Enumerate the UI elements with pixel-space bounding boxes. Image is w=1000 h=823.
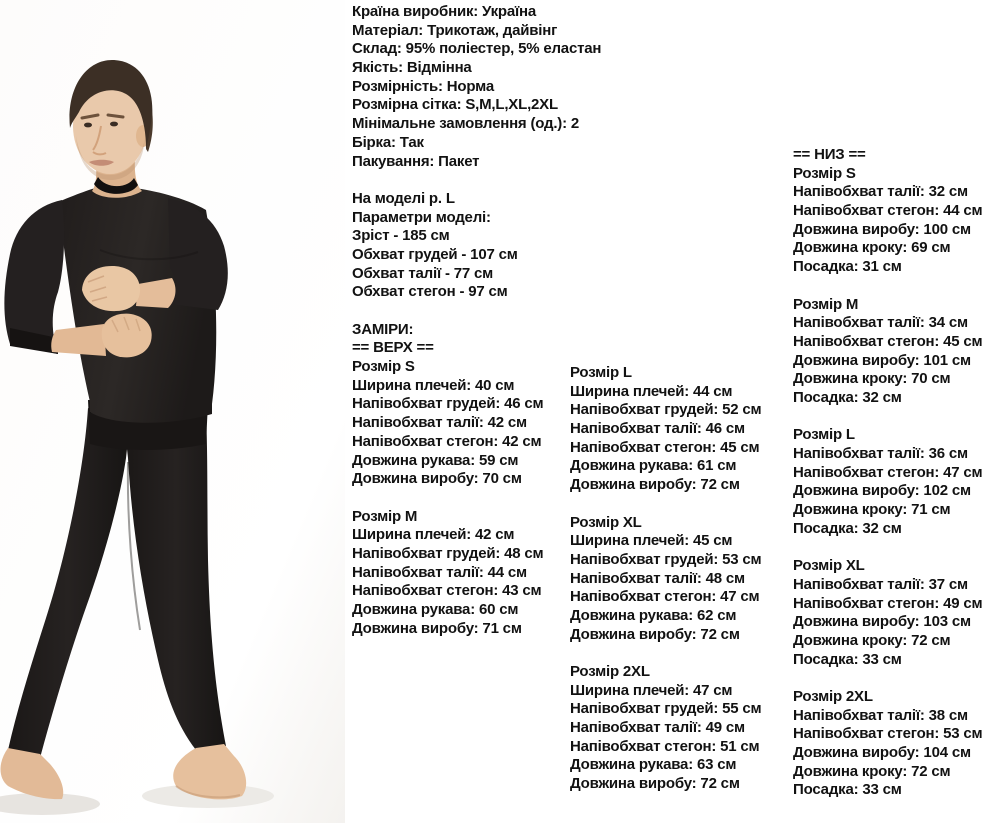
spec-line: Склад: 95% поліестер, 5% еластан	[352, 40, 602, 58]
spec-line: Посадка: 33 см	[793, 781, 902, 799]
man-in-thermal-underwear-illustration	[0, 0, 345, 823]
spec-line: Напівобхват стегон: 45 см	[570, 438, 760, 456]
spec-line: Країна виробник: Україна	[352, 3, 537, 20]
spec-line: Довжина кроку: 72 см	[793, 631, 951, 649]
spec-block	[793, 688, 982, 800]
spec-line: Напівобхват грудей: 55 см	[570, 700, 762, 718]
spec-line: Довжина виробу: 102 см	[793, 482, 971, 500]
spec-line: Посадка: 32 см	[793, 519, 902, 537]
spec-line: Обхват стегон - 97 см	[352, 283, 508, 301]
spec-line: Напівобхват стегон: 47 см	[570, 588, 760, 606]
spec-line: Зріст - 185 см	[352, 227, 450, 245]
spec-line: Напівобхват талії: 48 см	[570, 569, 745, 587]
spec-line: Напівобхват стегон: 45 см	[793, 332, 983, 350]
size-heading: Розмір 2XL	[570, 663, 650, 680]
spec-line: Напівобхват стегон: 53 см	[793, 725, 983, 743]
spec-line: Напівобхват грудей: 52 см	[570, 401, 762, 419]
spec-block	[793, 426, 982, 538]
spec-line: Розмірна сітка: S,M,L,XL,2XL	[352, 96, 558, 114]
size-heading: Розмір S	[352, 358, 415, 376]
spec-line: Напівобхват грудей: 46 см	[352, 395, 544, 413]
spec-line: Напівобхват талії: 36 см	[793, 445, 968, 462]
spec-line: Напівобхват талії: 37 см	[793, 575, 968, 593]
spec-block	[352, 190, 601, 302]
spec-line: Напівобхват стегон: 49 см	[793, 594, 983, 612]
spec-line: Пакування: Пакет	[352, 152, 480, 170]
spec-line: Посадка: 32 см	[793, 388, 902, 406]
size-heading: Розмір L	[570, 364, 632, 381]
section-heading-bottom: == НИЗ ==	[793, 146, 866, 163]
spec-line: Ширина плечей: 42 см	[352, 526, 515, 544]
spec-line: Довжина рукава: 63 см	[570, 756, 737, 774]
spec-line: Напівобхват стегон: 43 см	[352, 582, 542, 600]
spec-line: Ширина плечей: 45 см	[570, 532, 733, 550]
size-heading: Розмір 2XL	[793, 687, 873, 705]
spec-line: Напівобхват стегон: 42 см	[352, 432, 542, 450]
spec-line: Обхват талії - 77 см	[352, 264, 494, 282]
spec-line: Напівобхват грудей: 48 см	[352, 544, 544, 562]
spec-line: Довжина виробу: 72 см	[570, 625, 740, 643]
spec-line: Напівобхват талії: 49 см	[570, 719, 745, 737]
spec-line: Напівобхват стегон: 47 см	[793, 463, 983, 481]
spec-line: Напівобхват талії: 34 см	[793, 314, 968, 332]
spec-block	[352, 321, 601, 489]
spec-line: Довжина виробу: 101 см	[793, 351, 971, 369]
spec-block	[570, 364, 761, 495]
spec-block	[570, 663, 761, 794]
spec-block	[793, 557, 982, 669]
spec-line: Довжина рукава: 60 см	[352, 601, 519, 618]
spec-line: На моделі р. L	[352, 189, 455, 207]
size-heading: Розмір S	[793, 164, 856, 182]
spec-line: Довжина кроку: 71 см	[793, 501, 951, 519]
spec-line: Напівобхват стегон: 51 см	[570, 737, 760, 755]
spec-line: Довжина кроку: 72 см	[793, 762, 951, 780]
spec-line: Напівобхват грудей: 53 см	[570, 550, 762, 568]
spec-line: Напівобхват стегон: 44 см	[793, 202, 983, 220]
spec-line: Довжина рукава: 62 см	[570, 606, 737, 624]
spec-line: Довжина рукава: 61 см	[570, 457, 737, 475]
spec-line: Якість: Відмінна	[352, 59, 472, 77]
spec-column-right	[793, 146, 982, 819]
spec-line: Бірка: Так	[352, 133, 424, 151]
spec-line: Довжина виробу: 104 см	[793, 744, 971, 761]
spec-line: Довжина виробу: 72 см	[570, 476, 740, 494]
spec-line: Довжина рукава: 59 см	[352, 451, 519, 469]
spec-line: Довжина виробу: 103 см	[793, 613, 971, 631]
lower-hand	[102, 314, 152, 358]
spec-line: Довжина виробу: 71 см	[352, 619, 522, 637]
spec-line: Мінімальне замовлення (од.): 2	[352, 115, 579, 133]
spec-block	[570, 514, 761, 645]
spec-line: Посадка: 33 см	[793, 650, 902, 668]
spec-column-left	[352, 3, 601, 657]
spec-line: Параметри моделі:	[352, 208, 491, 226]
measurements-title: ЗАМІРИ:	[352, 320, 414, 338]
spec-line: Напівобхват талії: 38 см	[793, 706, 968, 724]
size-heading: Розмір XL	[570, 513, 642, 531]
spec-line: Ширина плечей: 44 см	[570, 382, 733, 400]
spec-line: Обхват грудей - 107 см	[352, 245, 518, 263]
spec-line: Довжина кроку: 69 см	[793, 239, 951, 257]
spec-column-middle	[570, 364, 761, 813]
size-heading: Розмір XL	[793, 557, 865, 575]
spec-line: Ширина плечей: 47 см	[570, 681, 733, 699]
spec-line: Напівобхват талії: 42 см	[352, 414, 527, 432]
spec-block	[352, 508, 601, 639]
spec-line: Посадка: 31 см	[793, 258, 902, 276]
size-heading: Розмір M	[352, 507, 418, 525]
spec-block	[793, 146, 982, 277]
spec-line: Ширина плечей: 40 см	[352, 376, 515, 394]
spec-line: Довжина виробу: 70 см	[352, 470, 522, 488]
spec-line: Напівобхват талії: 46 см	[570, 420, 745, 438]
spec-line: Довжина виробу: 100 см	[793, 220, 971, 238]
size-heading: Розмір M	[793, 295, 859, 313]
spec-line: Довжина кроку: 70 см	[793, 370, 951, 388]
spec-line: Довжина виробу: 72 см	[570, 775, 740, 793]
spec-line: Напівобхват талії: 44 см	[352, 563, 527, 581]
spec-line: Напівобхват талії: 32 см	[793, 183, 968, 201]
spec-block	[352, 3, 601, 171]
section-heading-top: == ВЕРХ ==	[352, 339, 434, 357]
spec-line: Розмірність: Норма	[352, 77, 495, 95]
model-photo	[0, 0, 345, 823]
spec-line: Матеріал: Трикотаж, дайвінг	[352, 21, 558, 39]
spec-block	[793, 296, 982, 408]
size-heading: Розмір L	[793, 426, 855, 444]
